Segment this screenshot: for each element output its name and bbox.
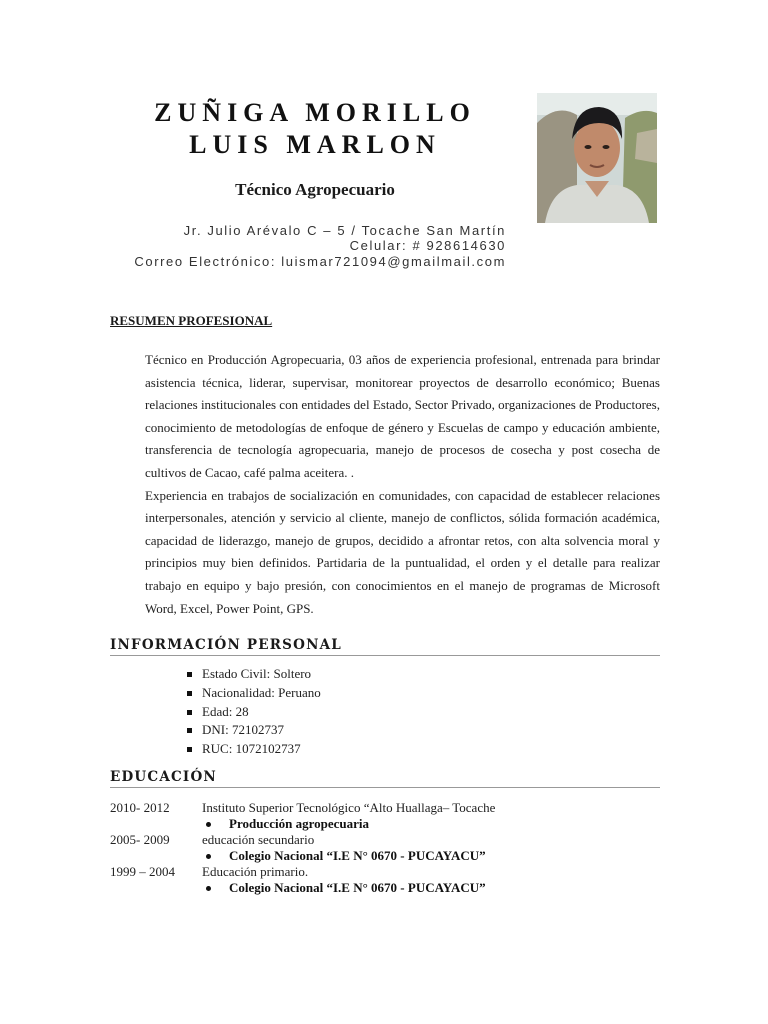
list-item: RUC: 1072102737: [185, 740, 321, 759]
education-entry: [110, 800, 660, 816]
list-item: Estado Civil: Soltero: [185, 665, 321, 684]
list-item: Nacionalidad: Peruano: [185, 684, 321, 703]
bullet-icon: [206, 854, 211, 859]
education-years: 2010- 2012: [110, 800, 170, 815]
name-line-2: LUIS MARLON: [189, 130, 441, 159]
education-detail-row: [110, 880, 660, 896]
phone: Celular: # 928614630: [349, 238, 506, 253]
education-detail-row: [110, 816, 660, 832]
resumen-paragraph-2: Experiencia en trabajos de socialización en comunidades, con capacidad de establecer relaciones interpersonales, atención y servicio al cliente, manejo de conflictos, sólida formación académica, capacidad de liderazgo, manejo de grupos, decidido a afrontar retos, con alta solvencia moral y principios muy bien definidos. Partidaria de la puntualidad, el orden y el detalle para realizar trabajo en equipo y bajo presión, con conocimientos en el manejo de programas de Microsoft Word, Excel, Power Point, GPS.: [145, 487, 660, 616]
education-entry: [110, 864, 660, 880]
bullet-icon: [206, 822, 211, 827]
education-institution: Instituto Superior Tecnológico “Alto Huallaga– Tocache: [202, 800, 496, 815]
resumen-text: [145, 349, 660, 620]
education-institution: educación secundario: [202, 832, 315, 847]
education-institution: Educación primario.: [202, 864, 309, 879]
personal-list: [185, 665, 321, 759]
bullet-icon: [206, 886, 211, 891]
education-heading: EDUCACIÓN: [110, 769, 660, 788]
education-detail: Producción agropecuaria: [229, 816, 369, 831]
address: Jr. Julio Arévalo C – 5 / Tocache San Martín: [183, 223, 506, 238]
education-detail: Colegio Nacional “I.E N° 0670 - PUCAYACU”: [229, 848, 486, 863]
resumen-paragraph-1: Técnico en Producción Agropecuaria, 03 años de experiencia profesional, entrenada para brindar asistencia técnica, liderar, supervisar, monitorear proyectos de desarrollo económico; Buenas relaciones institucionales con entidades del Estado, Sector Privado, organizaciones de Productores, conocimiento de metodologías de enfoque de género y Escuelas de campo y educación ambiente, transferencia de tecnología agropecuaria, manejo de procesos de cosecha y post cosecha de cultivos de Cacao, café palma aceitera. .: [145, 352, 660, 480]
personal-heading: INFORMACIÓN PERSONAL: [110, 637, 660, 656]
email: Correo Electrónico: luismar721094@gmailmail.com: [134, 254, 506, 269]
education-list: [110, 800, 660, 896]
education-entry: [110, 832, 660, 848]
name-line-1: ZUÑIGA MORILLO: [154, 98, 476, 127]
list-item: Edad: 28: [185, 703, 321, 722]
education-years: 1999 – 2004: [110, 864, 175, 879]
profile-photo: [537, 93, 657, 223]
resumen-heading: RESUMEN PROFESIONAL: [110, 313, 273, 328]
education-detail: Colegio Nacional “I.E N° 0670 - PUCAYACU”: [229, 880, 486, 895]
education-years: 2005- 2009: [110, 832, 170, 847]
list-item: DNI: 72102737: [185, 721, 321, 740]
education-detail-row: [110, 848, 660, 864]
job-title: Técnico Agropecuario: [235, 180, 395, 199]
